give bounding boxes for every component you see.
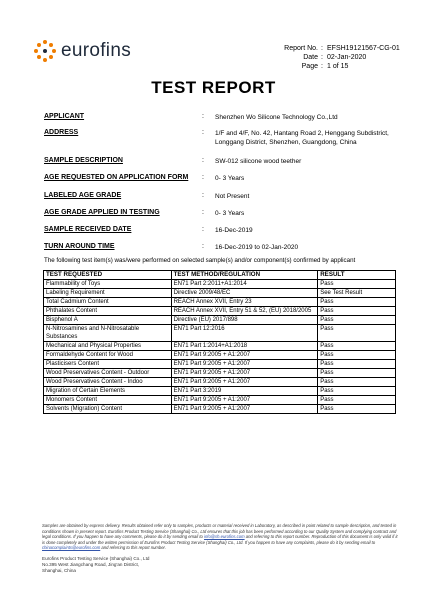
table-row: [44, 378, 396, 387]
report-number-value: EFSH19121567-CG-01: [327, 45, 400, 52]
address-line-3: Shanghai, China: [42, 567, 76, 573]
test-method: EN71 Part 9:2005 + A1:2007: [171, 351, 318, 360]
test-name: Wood Preservatives Content - Indoo: [44, 378, 172, 387]
table-row: [44, 351, 396, 360]
test-name: Labeling Requirement: [44, 289, 172, 298]
test-result: Pass: [318, 387, 396, 396]
table-row: [44, 316, 396, 325]
report-page-row: Page : 1 of 15: [280, 62, 400, 71]
test-name: Phthalates Content: [44, 307, 172, 316]
test-results-table: [43, 270, 396, 414]
test-name: Bisphenol A: [44, 316, 172, 325]
table-row: [44, 280, 396, 289]
table-row: [44, 307, 396, 316]
table-row: [44, 342, 396, 351]
table-row: [44, 396, 396, 405]
test-name: Total Cadmium Content: [44, 298, 172, 307]
age-requested-label: AGE REQUESTED ON APPLICATION FORM: [44, 174, 189, 181]
age-applied-label: AGE GRADE APPLIED IN TESTING: [44, 209, 160, 216]
test-method: REACH Annex XVII, Entry 23: [171, 298, 318, 307]
test-method: EN71 Part 3:2019: [171, 387, 318, 396]
test-method: EN71 Part 12:2016: [171, 325, 318, 342]
turnaround-value: 16-Dec-2019 to 02-Jan-2020: [215, 244, 299, 251]
test-method: REACH Annex XVII, Entry 51 & 52, (EU) 2018/2005: [171, 307, 318, 316]
test-result: Pass: [318, 298, 396, 307]
test-result: Pass: [318, 351, 396, 360]
test-result: Pass: [318, 316, 396, 325]
footer-address: [42, 556, 149, 573]
applicant-label: APPLICANT: [44, 113, 85, 120]
complaints-email-link[interactable]: chinacomplaints@eurofins.com: [42, 545, 101, 551]
disclaimer-text-a: Samples are obtained by express delivery. Results obtained refer only to samples, products or material received in Laboratory, as described in point related to sample description, and tested in conditions shown in present report. Eurofins Product Testing Service (Shanghai) Co., Ltd ensures that this job has been performed according to our Quality System and complying contract and legal conditions. If you happen to have any comments, please do it by sending email to: [42, 523, 397, 540]
test-name: Plasticisers Content: [44, 360, 172, 369]
table-row: [44, 405, 396, 414]
disclaimer-text-b: and referring to this report number. Reproduction of this document is only valid if it is done completely and under the written permission of Eurofins Product Testing Service (Shanghai) Co., Ltd. If you happen to have any complaints, please do it by sending email to: [42, 534, 398, 545]
address-value: 1/F and 4/F, No. 42, Hantang Road 2, Henggang Subdistrict, Longgang District, Shenzhen, Guangdong, China: [215, 130, 389, 146]
test-method: EN71 Part 9:2005 + A1:2007: [171, 396, 318, 405]
address-label: ADDRESS: [44, 129, 79, 136]
table-row: [44, 325, 396, 342]
sample-received-value: 16-Dec-2019: [215, 227, 253, 234]
sample-received-label: SAMPLE RECEIVED DATE: [44, 226, 132, 233]
test-result: Pass: [318, 280, 396, 289]
test-name: Monomers Content: [44, 396, 172, 405]
disclaimer-text-c: and referring to this report number.: [100, 545, 166, 551]
test-method: Directive (EU) 2017/898: [171, 316, 318, 325]
test-method: EN71 Part 9:2005 + A1:2007: [171, 369, 318, 378]
test-name: Flammability of Toys: [44, 280, 172, 289]
labeled-age-label: LABELED AGE GRADE: [44, 192, 122, 199]
table-row: [44, 369, 396, 378]
intro-text: The following test item(s) was/were performed on selected sample(s) and/or component(s) confirmed by applicant: [44, 257, 356, 264]
age-requested-value: 0- 3 Years: [215, 175, 245, 182]
test-name: Migration of Certain Elements: [44, 387, 172, 396]
test-result: Pass: [318, 405, 396, 414]
test-result: See Test Result: [318, 289, 396, 298]
sample-description-label: SAMPLE DESCRIPTION: [44, 157, 123, 164]
eurofins-logo: [34, 40, 131, 62]
logo-text: eurofins: [61, 40, 131, 61]
age-applied-value: 0- 3 Years: [215, 210, 245, 217]
test-method: EN71 Part 9:2005 + A1:2007: [171, 378, 318, 387]
eurofins-dots-icon: [34, 40, 56, 62]
test-result: Pass: [318, 396, 396, 405]
header-test-requested: TEST REQUESTED: [44, 271, 172, 280]
test-method: EN71 Part 9:2005 + A1:2007: [171, 360, 318, 369]
test-result: Pass: [318, 378, 396, 387]
test-method: EN71 Part 2:2011+A1:2014: [171, 280, 318, 289]
sample-description-value: SW-012 silicone wood teether: [215, 158, 302, 165]
test-name: N-Nitrosamines and N-Nitrosatable Substances: [44, 325, 172, 342]
info-email-link[interactable]: info@sh.eurofins.com: [204, 534, 245, 540]
page-title: TEST REPORT: [151, 78, 276, 97]
test-name: Solvents (Migration) Content: [44, 405, 172, 414]
report-date-value: 02-Jan-2020: [327, 54, 367, 61]
test-name: Mechanical and Physical Properties: [44, 342, 172, 351]
report-number-label: Report No.: [284, 45, 318, 52]
header-test-method: TEST METHOD/REGULATION: [171, 271, 318, 280]
footer-disclaimer: [42, 523, 398, 551]
test-result: Pass: [318, 342, 396, 351]
test-result: Pass: [318, 360, 396, 369]
applicant-value: Shenzhen Wo Silicone Technology Co.,Ltd: [215, 114, 338, 121]
turnaround-label: TURN AROUND TIME: [44, 243, 115, 250]
labeled-age-value: Not Present: [215, 193, 250, 200]
table-row: [44, 289, 396, 298]
test-result: Pass: [318, 307, 396, 316]
test-result: Pass: [318, 369, 396, 378]
report-page-value: 1 of 15: [327, 63, 349, 70]
address-line-2: No.395 West Jiangchang Road, Jing'an District,: [42, 561, 140, 567]
table-row: [44, 360, 396, 369]
table-row: [44, 387, 396, 396]
test-name: Formaldehyde Content for Wood: [44, 351, 172, 360]
report-number-row: Report No. : EFSH19121567-CG-01: [280, 44, 400, 53]
test-method: EN71 Part 9:2005 + A1:2007: [171, 405, 318, 414]
report-page-label: Page: [301, 63, 318, 70]
report-date-row: Date : 02-Jan-2020: [280, 53, 400, 62]
header-result: RESULT: [318, 271, 396, 280]
report-date-label: Date: [303, 54, 318, 61]
table-row: [44, 298, 396, 307]
test-name: Wood Preservatives Content - Outdoor: [44, 369, 172, 378]
report-info: [280, 44, 400, 71]
test-method: Directive 2009/48/EC: [171, 289, 318, 298]
test-method: EN71 Part 1:2014+A1:2018: [171, 342, 318, 351]
address-line-1: Eurofins Product Testing Service (Shanghai) Co., Ltd: [42, 556, 150, 561]
table-header-row: [44, 271, 396, 280]
test-result: Pass: [318, 325, 396, 342]
